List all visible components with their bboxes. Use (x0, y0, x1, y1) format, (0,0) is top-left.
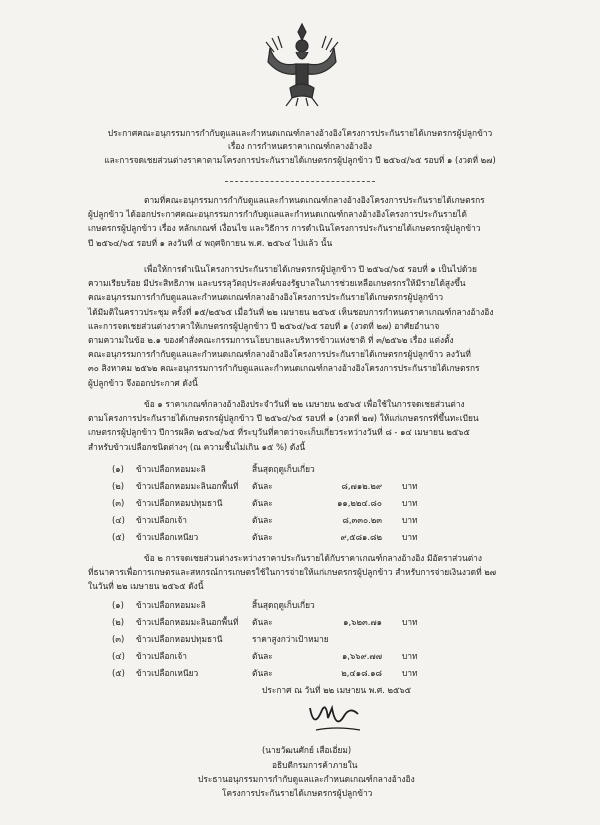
signer-committee: ประธานอนุกรรมการกำกับดูแลและกำหนดเกณฑ์กลางอ้างอิง (198, 774, 415, 784)
rice-type: ข้าวเปลือกหอมมะลินอกพื้นที่ (136, 617, 239, 627)
purpose-line: ๓๐ สิงหาคม ๒๕๖๒ คณะอนุกรรมการกำกับดูแลและกำหนดเกณฑ์กลางอ้างอิงโครงการประกันรายได้เกษตรกร (88, 363, 480, 374)
row-number: (๓) (112, 498, 125, 508)
rice-type: ข้าวเปลือกหอมมะลิ (136, 600, 206, 610)
title-line-2: เรื่อง การกำหนดราคาเกณฑ์กลางอ้างอิง (228, 141, 372, 151)
signer-name: (นายวัฒนศักย์ เสือเอี่ยม) (262, 745, 352, 755)
purpose-line: ตามความในข้อ ๒.๑ ของคำสั่งคณะกรรมการนโยบายและบริหารข้าวแห่งชาติ ที่ ๓/๒๕๖๒ เรื่อง แต่งตั้ง (88, 335, 454, 346)
intro-line: เกษตรกรผู้ปลูกข้าว เรื่อง หลักเกณฑ์ เงื่อนไข และวิธีการ การดำเนินโครงการประกันรายได้เกษตรกรผู้ปลูกข้าว (88, 223, 481, 234)
currency-label: บาท (402, 532, 418, 542)
currency-label: บาท (402, 617, 418, 627)
row-note: สิ้นสุดฤดูเก็บเกี่ยว (252, 464, 315, 474)
purpose-line: และการจดเชยส่วนต่างราคาให้เกษตรกรผู้ปลูกข้าว ปี ๒๕๖๔/๖๕ รอบที่ ๑ (งวดที่ ๒๗) อาศัยอำนาจ (88, 320, 440, 331)
purpose-line: คณะอนุกรรมการกำกับดูแลและกำหนดเกณฑ์กลางอ้างอิงโครงการประกันรายได้เกษตรกรผู้ปลูกข้าว (88, 292, 444, 303)
intro-line: ผู้ปลูกข้าว ได้ออกประกาศคณะอนุกรรมการกำกับดูแลและกำหนดเกณฑ์กลางอ้างอิงโครงการประกันรายได้ (88, 209, 467, 220)
clause1-line: สำหรับข้าวเปลือกชนิดต่างๆ (ณ ความชื้นไม่เกิน ๑๕ %) ดังนี้ (88, 441, 306, 452)
rice-type: ข้าวเปลือกหอมมะลิ (136, 464, 206, 474)
title-line-1: ประกาศคณะอนุกรรมการกำกับดูแลและกำหนดเกณฑ์กลางอ้างอิงโครงการประกันรายได้เกษตรกรผู้ปลูกข้าว (107, 128, 493, 138)
clause1-line: ตามโครงการประกันรายได้เกษตรกรผู้ปลูกข้าว ปี ๒๕๖๔/๖๕ รอบที่ ๑ (งวดที่ ๒๗) ให้แก่เกษตรกรที่ขึ้นทะเบียน (88, 413, 479, 424)
row-number: (๑) (112, 464, 124, 474)
clause1-line: ข้อ ๑ ราคาเกณฑ์กลางอ้างอิงประจำวันที่ ๒๒ เมษายน ๒๕๖๕ เพื่อใช้ในการจดเชยส่วนต่าง (144, 399, 465, 409)
intro-line: ตามที่คณะอนุกรรมการกำกับดูแลและกำหนดเกณฑ์กลางอ้างอิงโครงการประกันรายได้เกษตรกร (144, 195, 485, 205)
unit-label: ตันละ (252, 532, 273, 542)
purpose-line: เพื่อให้การดำเนินโครงการประกันรายได้เกษตรกรผู้ปลูกข้าว ปี ๒๕๖๔/๖๕ รอบที่ ๑ เป็นไปด้วย (144, 264, 477, 274)
garuda-emblem-icon (262, 18, 342, 108)
rice-type: ข้าวเปลือกเหนียว (136, 532, 199, 542)
signature-icon (300, 700, 370, 736)
signer-project: โครงการประกันรายได้เกษตรกรผู้ปลูกข้าว (222, 788, 373, 798)
compensation-value: ๑,๖๒๓.๗๑ (343, 617, 382, 627)
unit-label: ตันละ (252, 481, 273, 491)
row-number: (๕) (112, 532, 125, 542)
unit-label: ตันละ (252, 498, 273, 508)
rice-type: ข้าวเปลือกหอมปทุมธานี (136, 634, 223, 644)
announcement-date: ประกาศ ณ วันที่ ๒๒ เมษายน พ.ศ. ๒๕๖๕ (262, 685, 412, 695)
currency-label: บาท (402, 498, 418, 508)
price-value: ๘,๓๓๐.๒๓ (342, 515, 382, 525)
rice-type: ข้าวเปลือกหอมมะลินอกพื้นที่ (136, 481, 239, 491)
unit-label: ตันละ (252, 515, 273, 525)
currency-label: บาท (402, 668, 418, 678)
row-number: (๔) (112, 651, 125, 661)
row-number: (๕) (112, 668, 125, 678)
purpose-line: ผู้ปลูกข้าว จึงออกประกาศ ดังนี้ (88, 377, 198, 388)
clause2-line: ข้อ ๒ การจดเชยส่วนต่างระหว่างราคาประกันรายได้กับราคาเกณฑ์กลางอ้างอิง มีอัตราส่วนต่าง (144, 553, 482, 563)
price-value: ๙,๕๘๑.๘๒ (340, 532, 382, 542)
row-number: (๔) (112, 515, 125, 525)
signer-position: อธิบดีกรมการค้าภายใน (272, 760, 358, 770)
rice-type: ข้าวเปลือกหอมปทุมธานี (136, 498, 223, 508)
row-number: (๓) (112, 634, 125, 644)
rice-type: ข้าวเปลือกเจ้า (136, 651, 188, 661)
unit-label: ตันละ (252, 651, 273, 661)
clause2-paragraph (88, 551, 528, 594)
rice-type: ข้าวเปลือกเจ้า (136, 515, 188, 525)
row-note: ราคาสูงกว่าเป้าหมาย (252, 634, 329, 644)
unit-label: ตันละ (252, 668, 273, 678)
purpose-line: ได้มีมติในคราวประชุม ครั้งที่ ๑๕/๒๕๖๕ เมื่อวันที่ ๒๒ เมษายน ๒๕๖๕ เห็นชอบการกำหนดราคาเกณฑ์กลางอ้างอิง (88, 306, 494, 317)
currency-label: บาท (402, 481, 418, 491)
clause2-line: ในวันที่ ๒๒ เมษายน ๒๕๖๕ ดังนี้ (88, 581, 204, 592)
clause1-paragraph (88, 397, 528, 454)
intro-line: ปี ๒๕๖๔/๖๕ รอบที่ ๑ ลงวันที่ ๔ พฤศจิกายน พ.ศ. ๒๕๖๔ ไปแล้ว นั้น (88, 237, 333, 248)
title-separator (225, 181, 375, 182)
purpose-line: ความเรียบร้อย มีประสิทธิภาพ และบรรลุวัตถุประสงค์ของรัฐบาลในการช่วยเหลือเกษตรกรให้มีรายได้สูงขึ้น (88, 278, 466, 289)
row-note: สิ้นสุดฤดูเก็บเกี่ยว (252, 600, 315, 610)
rice-type: ข้าวเปลือกเหนียว (136, 668, 199, 678)
clause1-line: เกษตรกรผู้ปลูกข้าว ปีการผลิต ๒๕๖๔/๖๕ ที่ระบุวันที่คาดว่าจะเก็บเกี่ยวระหว่างวันที่ ๘ - ๑๔ เมษายน ๒๕๖๕ (88, 427, 470, 438)
price-value: ๑๑,๒๒๔.๘๐ (337, 498, 382, 508)
purpose-paragraph (88, 262, 528, 390)
compensation-value: ๒,๔๑๘.๑๘ (341, 668, 382, 678)
purpose-line: คณะอนุกรรมการกำกับดูแลและกำหนดเกณฑ์กลางอ้างอิงโครงการประกันรายได้เกษตรกรผู้ปลูกข้าว ลงวันที่ (88, 349, 471, 360)
unit-label: ตันละ (252, 617, 273, 627)
currency-label: บาท (402, 515, 418, 525)
clause2-line: ที่ธนาคารเพื่อการเกษตรและสหกรณ์การเกษตรใช้ในการจ่ายให้แก่เกษตรกรผู้ปลูกข้าว สำหรับการจ่ายเงินงวดที่ ๒๗ (88, 567, 497, 578)
price-value: ๘,๗๑๒.๒๙ (341, 481, 382, 491)
compensation-value: ๑,๖๖๙.๗๗ (341, 651, 382, 661)
intro-paragraph (88, 193, 528, 250)
row-number: (๒) (112, 617, 125, 627)
currency-label: บาท (402, 651, 418, 661)
row-number: (๒) (112, 481, 125, 491)
title-line-3: และการจดเชยส่วนต่างราคาตามโครงการประกันรายได้เกษตรกรผู้ปลูกข้าว ปี ๒๕๖๔/๖๕ รอบที่ ๑ (งวดที่ ๒๗) (104, 155, 496, 165)
row-number: (๑) (112, 600, 124, 610)
